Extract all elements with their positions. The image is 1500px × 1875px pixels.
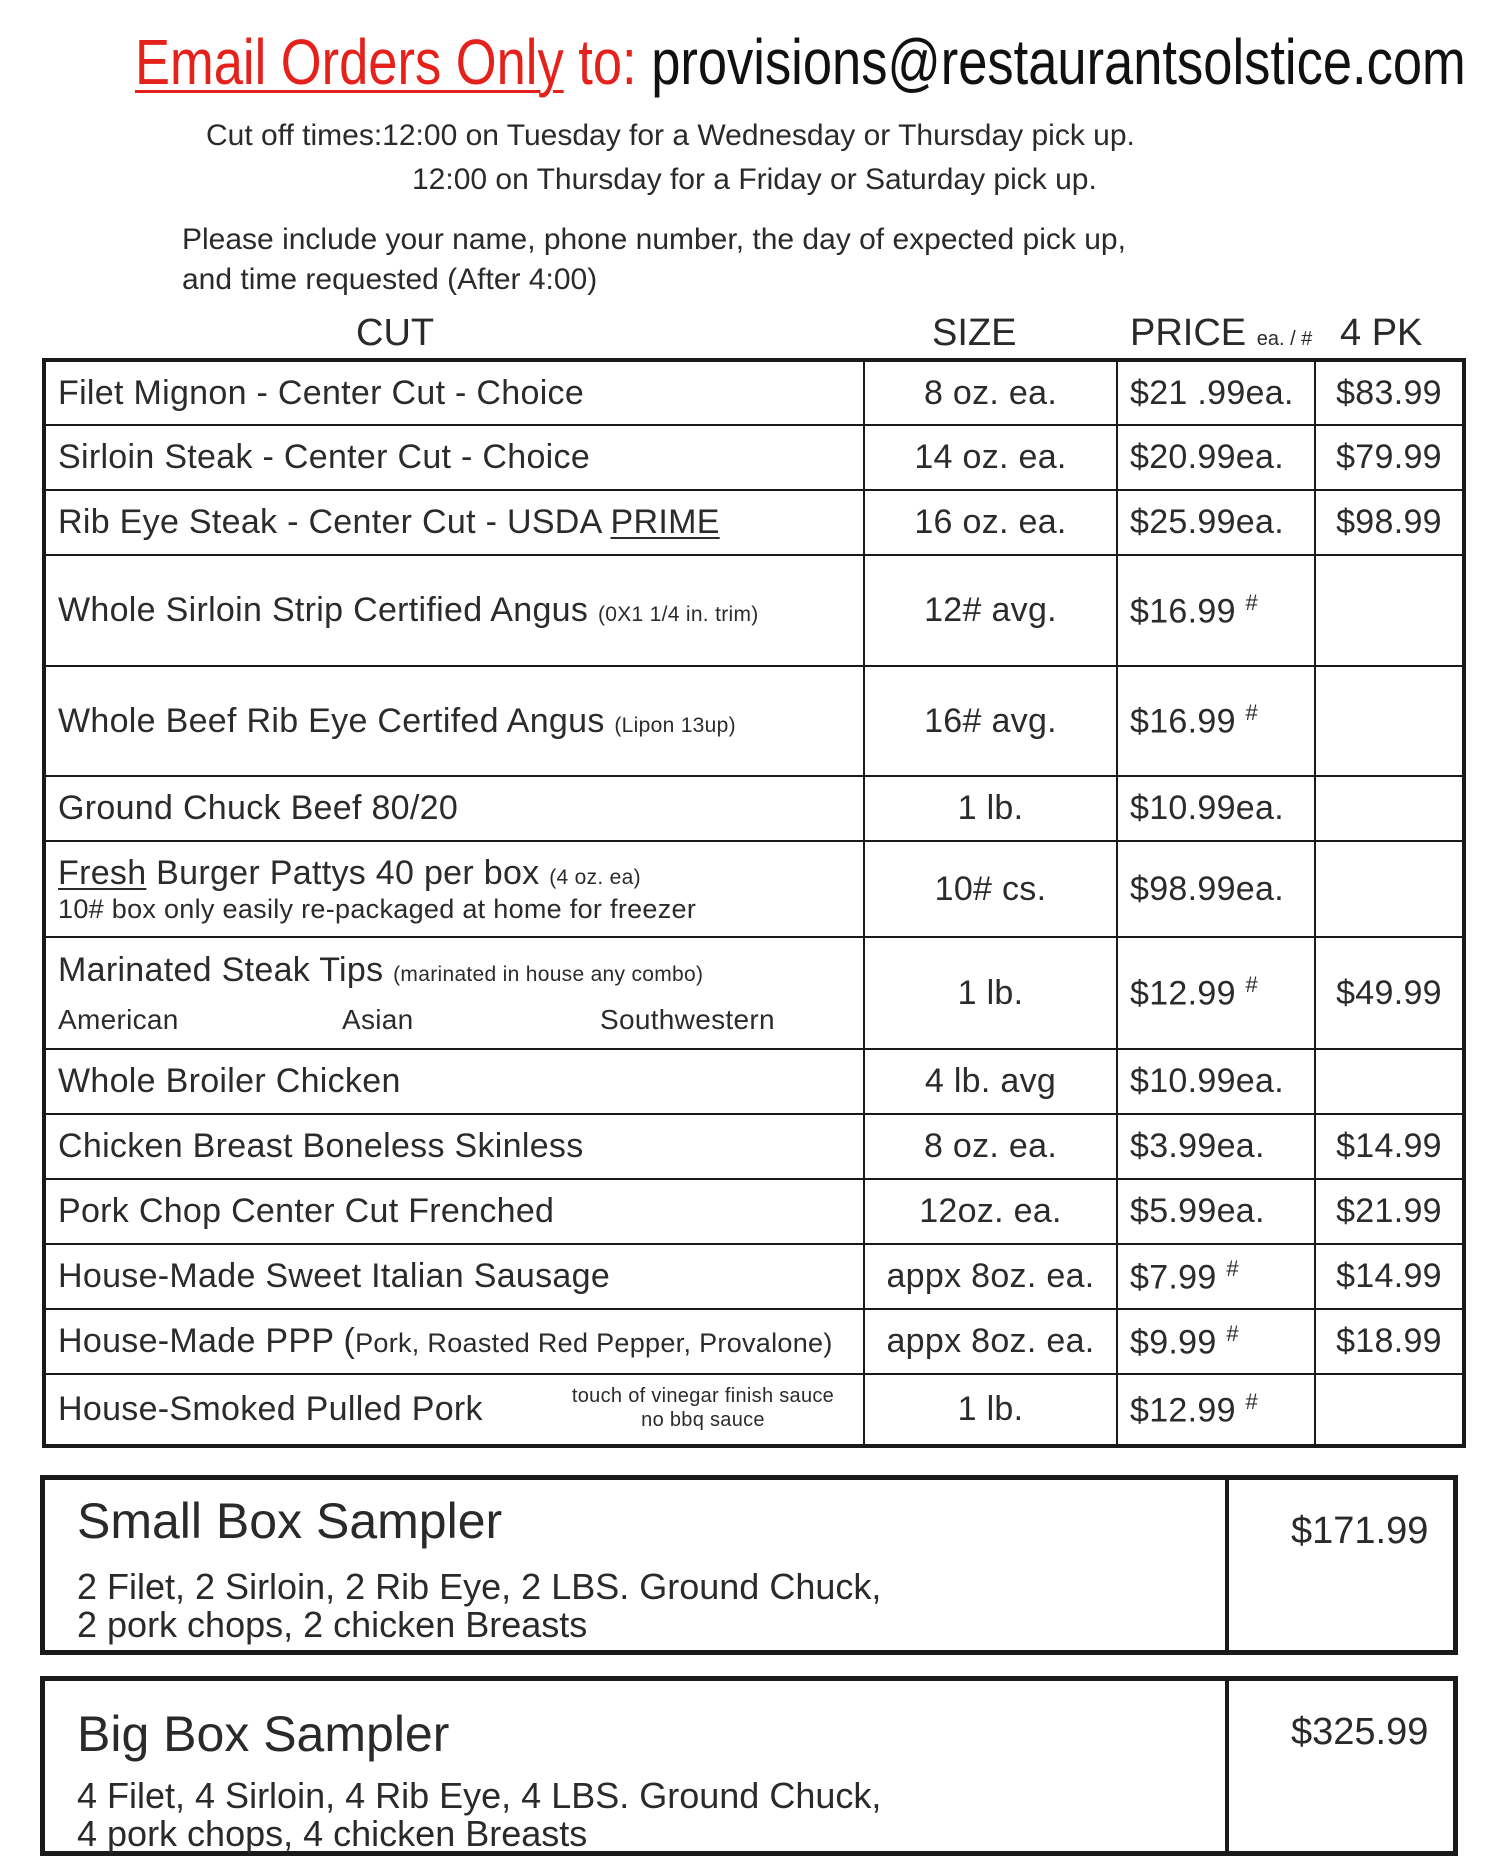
- size-cell: 1 lb.: [864, 937, 1117, 1049]
- email-orders-only-label: Email Orders Only to:: [135, 26, 637, 98]
- sampler-name: Small Box Sampler: [77, 1493, 503, 1549]
- price-cell: $21 .99ea.: [1117, 360, 1315, 425]
- prime-grade-label: PRIME: [610, 503, 720, 541]
- size-cell: 8 oz. ea.: [864, 1114, 1117, 1179]
- cut-cell: House-Smoked Pulled Pork touch of vinegar finish sauce no bbq sauce: [44, 1374, 864, 1446]
- sampler-divider: [1225, 1480, 1229, 1650]
- trim-note: (0X1 1/4 in. trim): [597, 603, 759, 626]
- table-row: [44, 1049, 1464, 1114]
- size-cell: 10# cs.: [864, 841, 1117, 937]
- table-row: [44, 1309, 1464, 1374]
- sampler-contents-line-2: 2 pork chops, 2 chicken Breasts: [77, 1604, 588, 1645]
- table-row: [44, 1244, 1464, 1309]
- price-table: [42, 358, 1466, 1448]
- cut-cell: Marinated Steak Tips (marinated in house any combo) American Asian Southwestern: [44, 937, 864, 1049]
- pack-price-cell: $14.99: [1315, 1244, 1464, 1309]
- price-cell: $12.99 #: [1117, 937, 1315, 1049]
- price-cell: $3.99ea.: [1117, 1114, 1315, 1179]
- pack-price-cell: [1315, 1049, 1464, 1114]
- patty-weight-note: (4 oz. ea): [549, 865, 641, 889]
- table-row: [44, 841, 1464, 937]
- order-email-address[interactable]: provisions@restaurantsolstice.com: [651, 26, 1466, 98]
- table-row: [44, 666, 1464, 776]
- pack-price-cell: $21.99: [1315, 1179, 1464, 1244]
- price-unit-note: ea. / #: [1256, 328, 1313, 350]
- sampler-name: Big Box Sampler: [77, 1706, 450, 1762]
- big-box-sampler: [40, 1676, 1458, 1856]
- cut-cell: House-Made Sweet Italian Sausage: [44, 1244, 864, 1309]
- sauce-note: touch of vinegar finish sauce no bbq sauce: [571, 1385, 835, 1431]
- price-cell: $25.99ea.: [1117, 490, 1315, 555]
- size-cell: appx 8oz. ea.: [864, 1244, 1117, 1309]
- pack-price-cell: $98.99: [1315, 490, 1464, 555]
- sampler-price: $171.99: [1291, 1510, 1429, 1552]
- instructions-line-2: and time requested (After 4:00): [182, 263, 598, 296]
- size-cell: 4 lb. avg: [864, 1049, 1117, 1114]
- table-row: [44, 1374, 1464, 1446]
- small-box-sampler: [40, 1475, 1458, 1655]
- marinade-flavor-list: [58, 1004, 851, 1036]
- size-cell: 8 oz. ea.: [864, 360, 1117, 425]
- price-cell: $98.99ea.: [1117, 841, 1315, 937]
- pack-price-cell: $79.99: [1315, 425, 1464, 490]
- pack-price-cell: [1315, 841, 1464, 937]
- lipon-note: (Lipon 13up): [614, 713, 736, 737]
- cut-cell: Whole Broiler Chicken: [44, 1049, 864, 1114]
- cut-cell: Whole Beef Rib Eye Certifed Angus (Lipon 13up): [44, 666, 864, 776]
- size-cell: 16 oz. ea.: [864, 490, 1117, 555]
- price-cell: $12.99 #: [1117, 1374, 1315, 1446]
- price-cell: $16.99 #: [1117, 666, 1315, 776]
- price-cell: $16.99 #: [1117, 555, 1315, 666]
- cut-cell: Chicken Breast Boneless Skinless: [44, 1114, 864, 1179]
- marinade-note: (marinated in house any combo): [393, 962, 704, 986]
- price-cell: $7.99 #: [1117, 1244, 1315, 1309]
- size-cell: appx 8oz. ea.: [864, 1309, 1117, 1374]
- price-cell: $5.99ea.: [1117, 1179, 1315, 1244]
- size-cell: 16# avg.: [864, 666, 1117, 776]
- table-row: [44, 1114, 1464, 1179]
- pack-price-cell: $49.99: [1315, 937, 1464, 1049]
- sampler-price: $325.99: [1291, 1711, 1429, 1753]
- table-row: [44, 937, 1464, 1049]
- pack-price-cell: [1315, 666, 1464, 776]
- box-note: 10# box only easily re-packaged at home for freezer: [58, 893, 697, 924]
- pack-price-cell: $18.99: [1315, 1309, 1464, 1374]
- pack-price-cell: [1315, 1374, 1464, 1446]
- column-header-price: PRICE ea. / #: [1130, 312, 1313, 354]
- cut-cell: Fresh Burger Pattys 40 per box (4 oz. ea) 10# box only easily re-packaged at home for freezer: [44, 841, 864, 937]
- size-cell: 14 oz. ea.: [864, 425, 1117, 490]
- ppp-ingredients-note: Pork, Roasted Red Pepper, Provalone): [355, 1328, 833, 1358]
- column-header-cut: CUT: [356, 312, 435, 354]
- sampler-divider: [1225, 1681, 1229, 1851]
- price-cell: $9.99 #: [1117, 1309, 1315, 1374]
- cut-cell: Sirloin Steak - Center Cut - Choice: [44, 425, 864, 490]
- cut-cell: Pork Chop Center Cut Frenched: [44, 1179, 864, 1244]
- pack-price-cell: [1315, 555, 1464, 666]
- order-email-heading: [135, 22, 1466, 102]
- sampler-contents-line-1: 2 Filet, 2 Sirloin, 2 Rib Eye, 2 LBS. Ground Chuck,: [77, 1566, 882, 1607]
- pack-price-cell: [1315, 776, 1464, 841]
- column-header-size: SIZE: [932, 312, 1017, 354]
- table-row: [44, 490, 1464, 555]
- cut-cell: Filet Mignon - Center Cut - Choice: [44, 360, 864, 425]
- pack-price-cell: $83.99: [1315, 360, 1464, 425]
- size-cell: 1 lb.: [864, 776, 1117, 841]
- price-cell: $10.99ea.: [1117, 776, 1315, 841]
- column-header-4pk: 4 PK: [1340, 312, 1423, 354]
- instructions-line-1: Please include your name, phone number, the day of expected pick up,: [182, 223, 1126, 256]
- cutoff-times-line-2: 12:00 on Thursday for a Friday or Saturday pick up.: [412, 163, 1097, 196]
- cut-cell: Whole Sirloin Strip Certified Angus (0X1 1/4 in. trim): [44, 555, 864, 666]
- cut-cell: House-Made PPP (Pork, Roasted Red Pepper, Provalone): [44, 1309, 864, 1374]
- table-row: [44, 555, 1464, 666]
- flavor-southwestern: Southwestern: [600, 1003, 775, 1035]
- cutoff-times-line-1: Cut off times:12:00 on Tuesday for a Wednesday or Thursday pick up.: [206, 119, 1135, 152]
- price-cell: $20.99ea.: [1117, 425, 1315, 490]
- table-row: [44, 360, 1464, 425]
- sampler-contents-line-2: 4 pork chops, 4 chicken Breasts: [77, 1813, 588, 1854]
- size-cell: 12# avg.: [864, 555, 1117, 666]
- flavor-asian: Asian: [342, 1003, 414, 1035]
- cut-cell: Rib Eye Steak - Center Cut - USDA PRIME: [44, 490, 864, 555]
- table-row: [44, 425, 1464, 490]
- table-row: [44, 776, 1464, 841]
- price-cell: $10.99ea.: [1117, 1049, 1315, 1114]
- pack-price-cell: $14.99: [1315, 1114, 1464, 1179]
- size-cell: 12oz. ea.: [864, 1179, 1117, 1244]
- size-cell: 1 lb.: [864, 1374, 1117, 1446]
- cut-cell: Ground Chuck Beef 80/20: [44, 776, 864, 841]
- sampler-contents-line-1: 4 Filet, 4 Sirloin, 4 Rib Eye, 4 LBS. Ground Chuck,: [77, 1775, 882, 1816]
- table-row: [44, 1179, 1464, 1244]
- flavor-american: American: [58, 1003, 179, 1035]
